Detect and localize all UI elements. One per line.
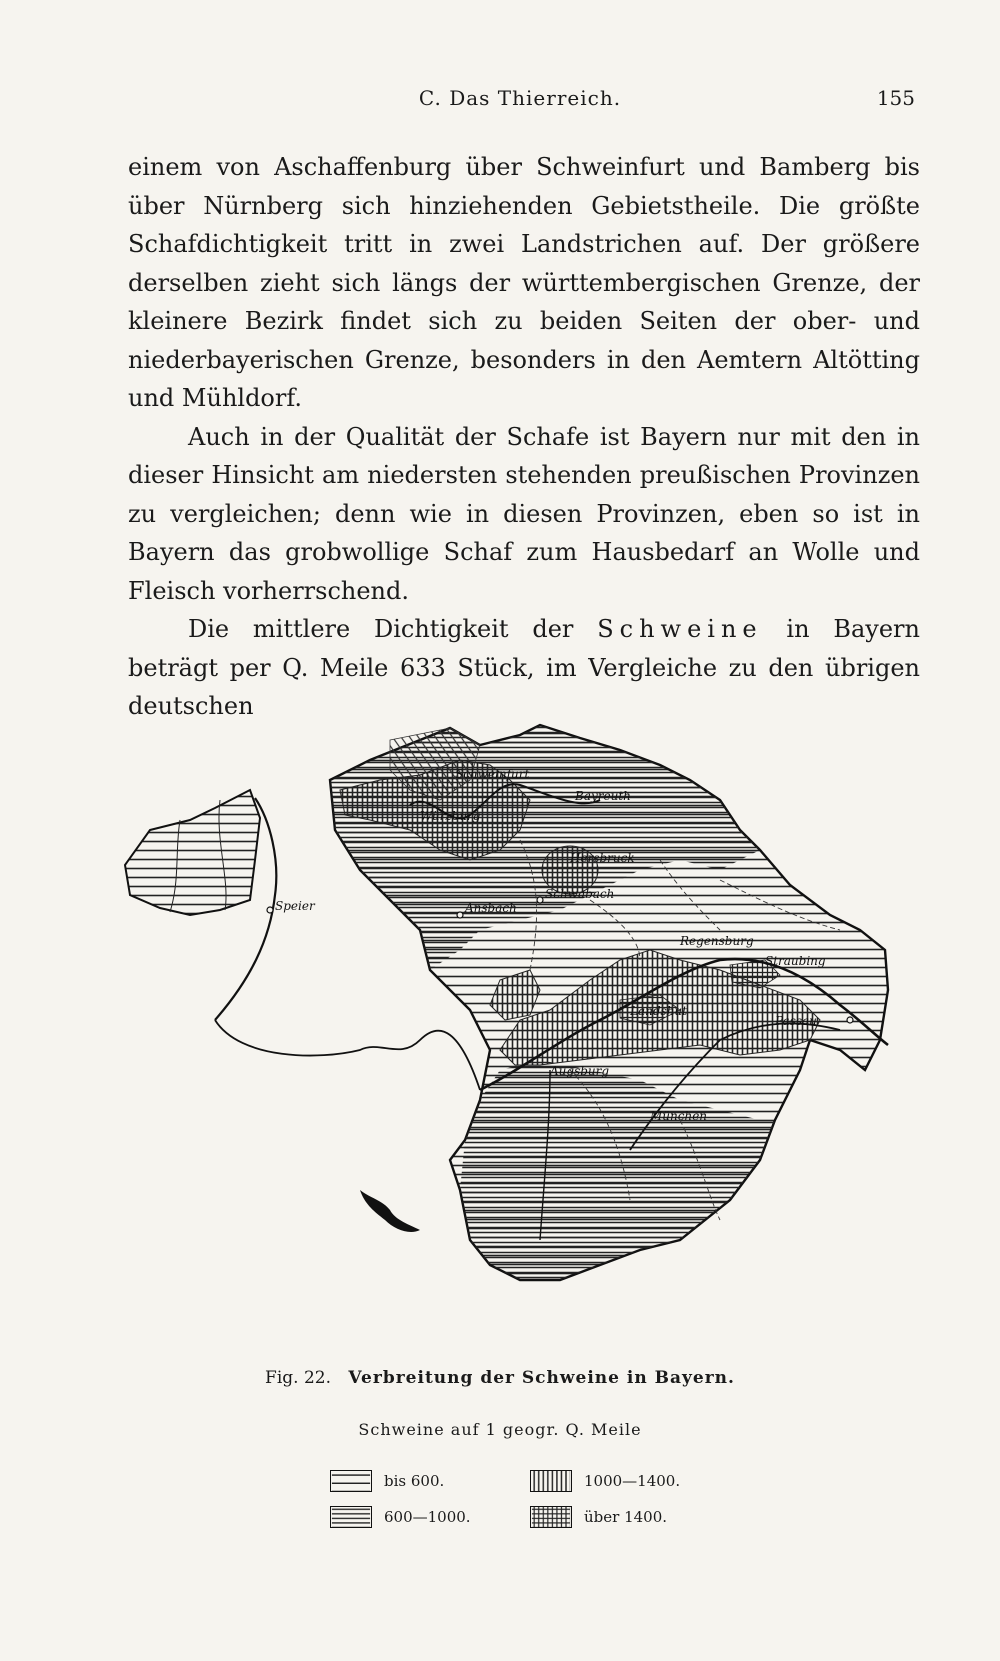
map-legend <box>330 1468 750 1538</box>
label-bayreuth: Bayreuth <box>575 789 631 803</box>
page-number: 155 <box>876 86 915 110</box>
label-passau: Passau <box>775 1014 817 1028</box>
label-schwabach: Schwabach <box>545 887 615 901</box>
figure-subtitle: Schweine auf 1 geogr. Q. Meile <box>358 1420 642 1439</box>
label-regensburg: Regensburg <box>680 934 754 948</box>
body-text <box>128 148 920 726</box>
legend-swatch-crosshatch <box>530 1506 572 1528</box>
legend-label: 1000—1400. <box>584 1472 681 1490</box>
map-figure <box>120 720 950 1360</box>
town-marker-schwabach <box>537 897 543 903</box>
legend-swatch-dense <box>330 1506 372 1528</box>
legend-swatch-vertical <box>530 1470 572 1492</box>
legend-label: bis 600. <box>384 1472 445 1490</box>
figure-title: Verbreitung der Schweine in Bayern. <box>348 1368 735 1388</box>
figure-label: Fig. 22. <box>265 1368 332 1388</box>
running-header <box>120 86 920 116</box>
river-bodensee-line <box>215 1020 480 1090</box>
label-schweinfurt: Schweinfurt <box>455 767 530 781</box>
label-landshut: Landshut <box>630 1004 687 1018</box>
town-marker-speier <box>267 907 273 913</box>
legend-item-bis-600 <box>330 1468 444 1494</box>
figure-caption <box>0 1368 1000 1388</box>
label-muenchen: München <box>650 1109 708 1123</box>
running-title: C. Das Thierreich. <box>418 86 622 110</box>
legend-swatch-sparse <box>330 1470 372 1492</box>
bavaria-map <box>120 720 950 1360</box>
paragraph-1: einem von Aschaffenburg über Schweinfurt und Bamberg bis über Nürnberg sich hinziehenden Gebietstheile. Die größte Schafdichtigkeit tritt in zwei Landstrichen auf. Der größere derselben zieht sich längs der württembergischen Grenze, der kleinere Bezirk findet sich zu beiden Seiten der ober- und niederbayerischen Grenze, besonders in den Aemtern Altötting und Mühldorf. <box>128 153 920 412</box>
paragraph-3-after: in Bayern beträgt per Q. Meile 633 Stück, im Vergleiche zu den übrigen deutschen <box>128 615 920 720</box>
paragraph-3 <box>128 610 920 726</box>
label-straubing: Straubing <box>765 954 826 968</box>
label-augsburg: Augsburg <box>550 1064 610 1078</box>
label-hersbruck: Hersbruck <box>570 851 635 865</box>
paragraph-2: Auch in der Qualität der Schafe ist Bayern nur mit den in dieser Hinsicht am niedersten stehenden preußischen Provinzen zu vergleichen; denn wie in diesen Provinzen, eben so ist in Bayern das grobwollige Schaf zum Hausbedarf an Wolle und Fleisch vorherrschend. <box>128 422 920 605</box>
legend-item-600-1000 <box>330 1504 471 1530</box>
town-marker-passau <box>847 1017 853 1023</box>
legend-item-1000-1400 <box>530 1468 680 1494</box>
palatinate-region <box>125 790 260 915</box>
label-ansbach: Ansbach <box>465 901 517 915</box>
paragraph-3-before: Die mittlere Dichtigkeit der <box>188 615 598 643</box>
label-wuerzburg: Würzburg <box>420 809 481 823</box>
label-speier: Speier <box>275 899 315 913</box>
legend-item-ueber-1400 <box>530 1504 667 1530</box>
paragraph-3-emphasis: Schweine <box>597 615 763 643</box>
legend-label: über 1400. <box>584 1508 668 1526</box>
town-marker-ansbach <box>457 912 463 918</box>
lake-chiemsee <box>360 1190 420 1232</box>
legend-label: 600—1000. <box>384 1508 471 1526</box>
